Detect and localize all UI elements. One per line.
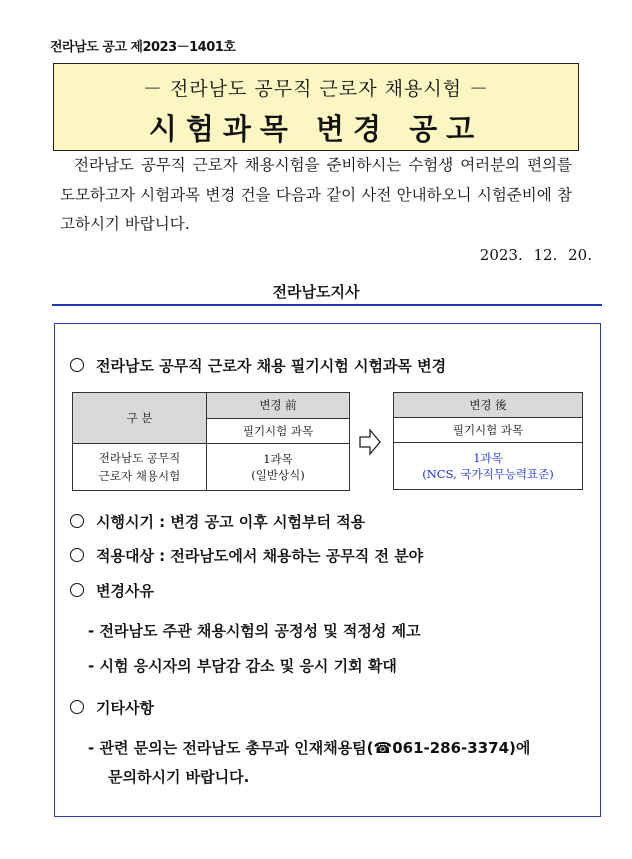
col-after: 변경 後 (394, 393, 583, 418)
circle-bullet-icon (70, 700, 84, 714)
section-misc-heading: 기타사항 (96, 699, 154, 717)
section-exam-change-heading: 전라남도 공무직 근로자 채용 필기시험 시험과목 변경 (96, 357, 447, 375)
before-value-line2: (일반상식) (251, 468, 305, 482)
row-category-line2: 근로자 채용시험 (98, 469, 181, 483)
section-target (70, 545, 423, 566)
misc-contact-line: - 관련 문의는 전라남도 총무과 인재채용팀(☎061-286-3374)에 (88, 739, 531, 757)
reason-item: - 시험 응시자의 부담감 감소 및 응시 기회 확대 (88, 657, 397, 675)
circle-bullet-icon (70, 583, 84, 597)
section-exam-change (70, 355, 446, 376)
after-value-line1: 1과목 (473, 451, 503, 465)
section-misc (70, 697, 154, 718)
row-category-line1: 전라남도 공무직 (98, 451, 181, 465)
section-effective-date-text: 시행시기 : 변경 공고 이후 시험부터 적용 (96, 513, 366, 531)
after-value (394, 443, 583, 490)
intro-paragraph: 전라남도 공무직 근로자 채용시험을 준비하시는 수험생 여러분의 편의를 도모하고자 시험과목 변경 건을 다음과 같이 사전 안내하오니 시험준비에 참고하시기 바랍니다. (60, 156, 572, 233)
before-value-line1: 1과목 (263, 452, 293, 466)
circle-bullet-icon (70, 514, 84, 528)
col-before: 변경 前 (207, 393, 350, 419)
right-arrow-icon (358, 428, 382, 456)
circle-bullet-icon (70, 358, 84, 372)
table-before (72, 392, 350, 491)
col-category: 구 분 (73, 393, 207, 444)
section-effective-date (70, 511, 365, 532)
row-category (73, 444, 207, 491)
col-after-sub: 필기시험 과목 (394, 418, 583, 443)
after-value-line2: (NCS, 국가직무능력표준) (422, 467, 554, 481)
section-reason-heading: 변경사유 (96, 582, 154, 600)
divider-rule (52, 304, 602, 306)
table-after (393, 392, 583, 490)
section-target-text: 적용대상 : 전라남도에서 채용하는 공무직 전 분야 (96, 547, 424, 565)
misc-contact-line2: 문의하시기 바랍니다. (108, 768, 250, 786)
title-main: 시험과목 변경 공고 (148, 112, 484, 146)
col-before-sub: 필기시험 과목 (207, 418, 350, 444)
title-subtitle: － 전라남도 공무직 근로자 채용시험 － (142, 78, 490, 100)
section-reason (70, 580, 154, 601)
circle-bullet-icon (70, 548, 84, 562)
notice-date: 2023. 12. 20. (479, 246, 592, 264)
issuer: 전라남도지사 (272, 283, 360, 301)
title-box (53, 63, 579, 151)
notice-number: 전라남도 공고 제2023－1401호 (50, 40, 236, 55)
before-value (207, 444, 350, 491)
reason-item: - 전라남도 주관 채용시험의 공정성 및 적정성 제고 (88, 622, 421, 640)
